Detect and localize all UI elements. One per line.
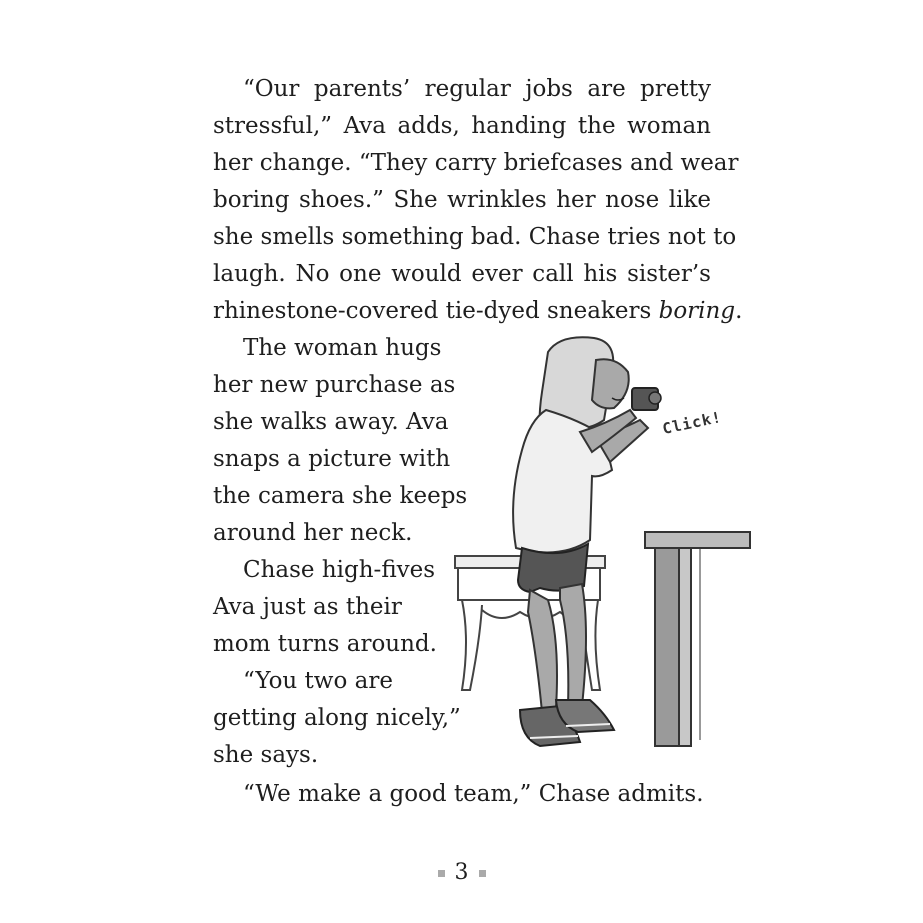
text-run: rhinestone-covered tie-dyed sneakers [213, 298, 659, 324]
girl-with-camera-illustration [450, 330, 770, 760]
face [592, 359, 629, 408]
text-line: she smells something bad. Chase tries not to [213, 224, 737, 250]
text-line: “We make a good team,” Chase admits. [243, 781, 704, 807]
sound-effect-label: Click! [660, 407, 724, 439]
text-line: snaps a picture with [213, 446, 451, 472]
legs [528, 590, 557, 712]
square-ornament-icon [479, 870, 486, 877]
text-line: she walks away. Ava [213, 409, 449, 435]
italic-word: boring [658, 298, 736, 324]
square-ornament-icon [438, 870, 445, 877]
page-number [0, 858, 923, 888]
text-line: laugh. No one would ever call his sister’s [213, 261, 711, 287]
text-line: her new purchase as [213, 372, 456, 398]
text-line: Ava just as their [213, 594, 402, 620]
text-line: getting along nicely,” [213, 705, 461, 731]
text-run: . [735, 298, 743, 324]
text-line: her change. “They carry briefcases and wear [213, 150, 739, 176]
text-line: “Our parents’ regular jobs are pretty [243, 76, 711, 102]
camera-icon [632, 388, 661, 410]
text-line: she says. [213, 742, 319, 768]
text-line: “You two are [243, 668, 393, 694]
text-line [213, 293, 742, 330]
text-line: The woman hugs [243, 335, 442, 361]
text-line: stressful,” Ava adds, handing the woman [213, 113, 711, 139]
text-line: boring shoes.” She wrinkles her nose like [213, 187, 711, 213]
text-line: around her neck. [213, 520, 413, 546]
text-line: mom turns around. [213, 631, 437, 657]
side-table [645, 532, 750, 746]
text-line: the camera she keeps [213, 483, 468, 509]
page-number-value: 3 [454, 860, 469, 885]
text-line: Chase high-fives [243, 557, 436, 583]
